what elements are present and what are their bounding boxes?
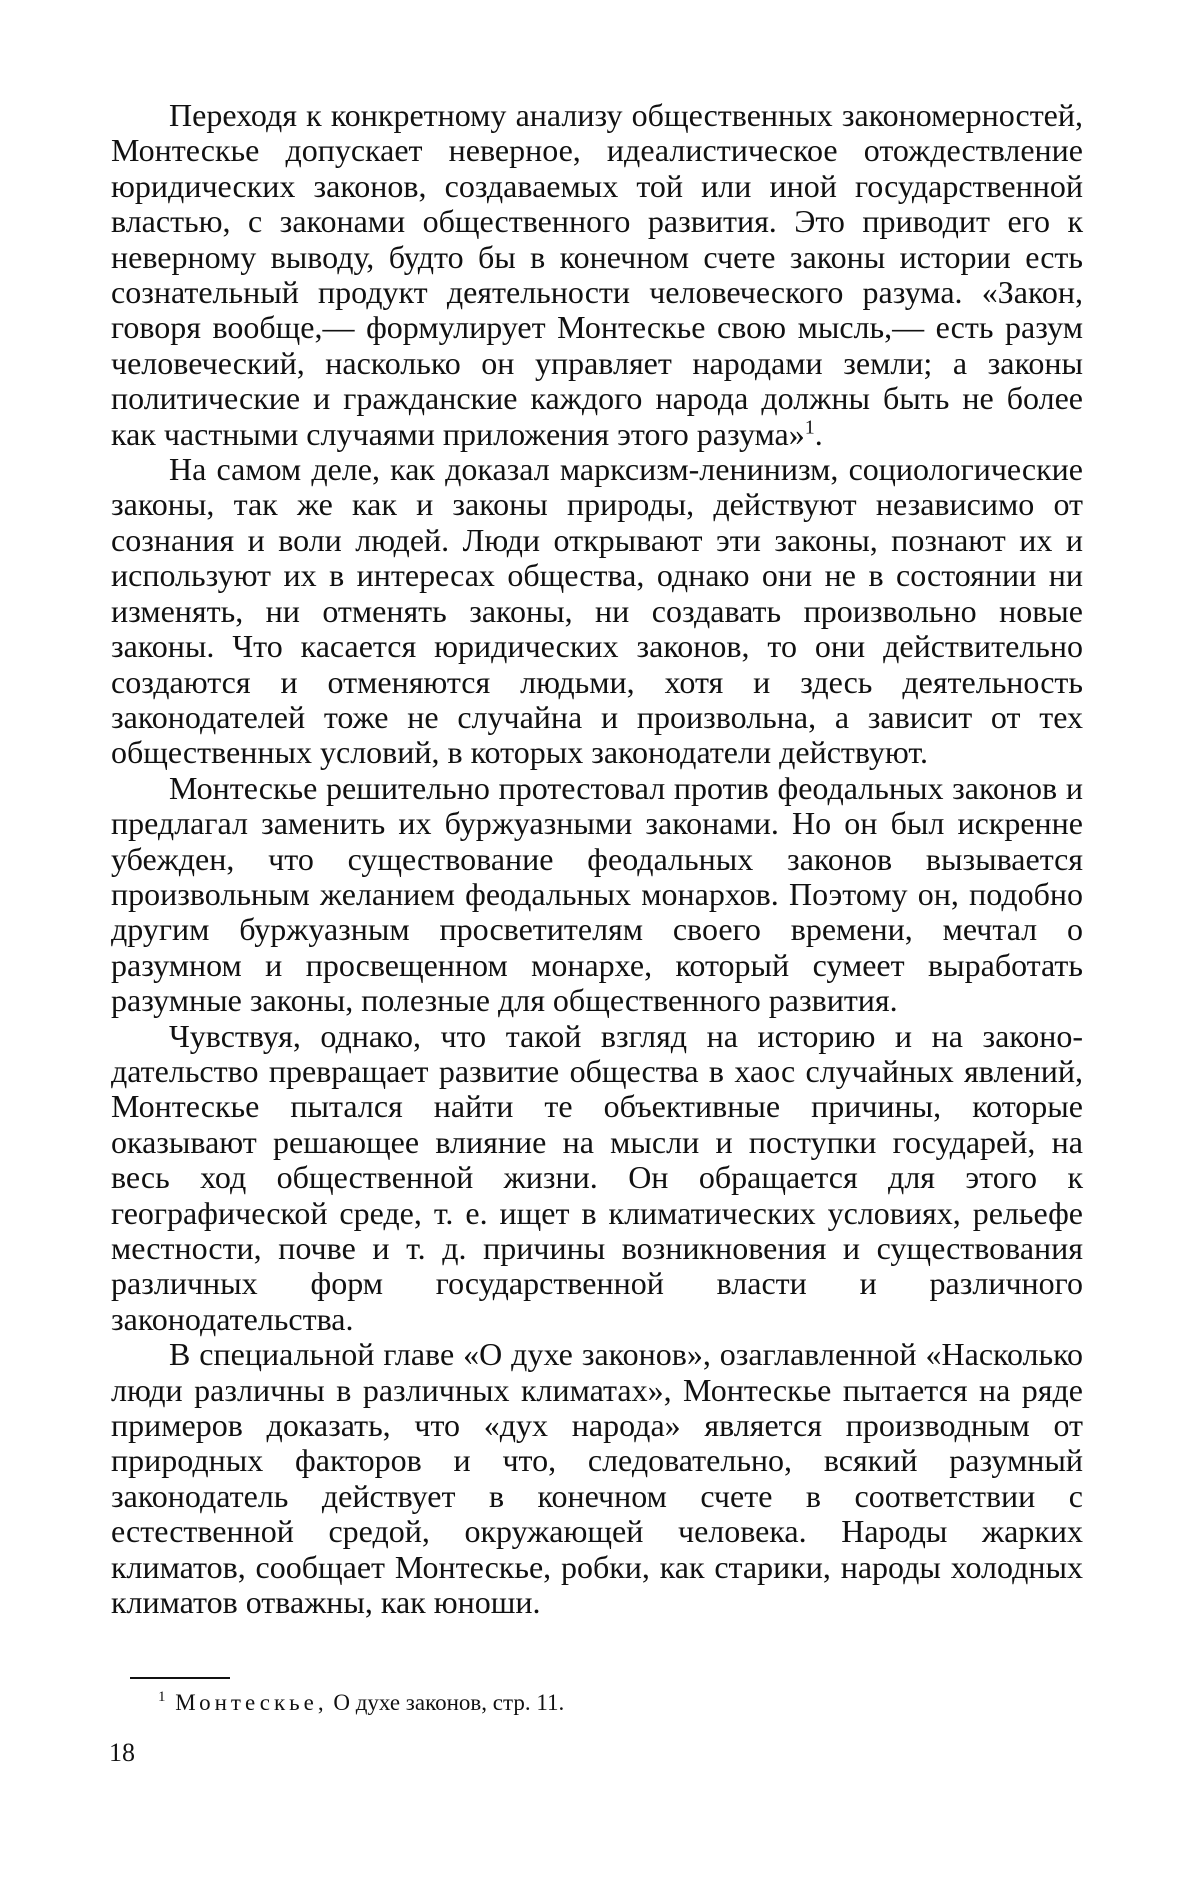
book-page	[0, 0, 1200, 1897]
page-number: 18	[109, 1738, 135, 1768]
paragraph-4: Чувствуя, однако, что такой взгляд на историю и на законо­дательство превращает развитие общества в хаос случайных явлений, Монтескье пытался найти те объективные причины, которые оказывают решающее влияние на мысли и поступки государей, на весь ход общественной жизни. Он обращается для этого к географической среде, т. е. ищет в климатических условиях, рельефе местности, почве и т. д. причины возникнове­ния и существования различных форм государственной власти и различного законодательства.	[111, 1019, 1083, 1338]
main-text	[111, 98, 1083, 1620]
paragraph-1-text: Переходя к конкретному анализу общественных закономер­ностей, Монтескье допускает неверное, идеалистическое ото­ждествление юридических законов, создаваемых той или иной государственной властью, с законами общественного развития. Это приводит его к неверному выводу, будто бы в конечном счете законы истории есть сознательный продукт деятельности человеческого разума. «Закон, говоря вообще,— формулирует Монтескье свою мысль,— есть разум человеческий, насколько он управляет народами земли; а законы политические и граж­данские каждого народа должны быть не более как частными случаями приложения этого разума»	[111, 97, 1083, 452]
paragraph-1-tail: .	[815, 416, 823, 452]
paragraph-2: На самом деле, как доказал марксизм-ленинизм, социоло­гические законы, так же как и законы природы, действуют независимо от сознания и воли людей. Люди открывают эти за­коны, познают их и используют их в интересах общества, однако они не в состоянии ни изменять, ни отменять законы, ни создавать произвольно новые законы. Что касается юридиче­ских законов, то они действительно создаются и отменяются людьми, хотя и здесь деятельность законодателей тоже не слу­чайна и произвольна, а зависит от тех общественных условий, в которых законодатели действуют.	[111, 452, 1083, 771]
footnote-author: Монтескье,	[175, 1690, 327, 1715]
footnote-reference: 1	[805, 416, 815, 438]
paragraph-5: В специальной главе «О духе законов», озаглавленной «На­сколько люди различны в различных климатах», Монтескье пытается на ряде примеров доказать, что «дух народа» яв­ляется производным от природных факторов и что, следова­тельно, всякий разумный законодатель действует в конечном счете в соответствии с естественной средой, окружающей чело­века. Народы жарких климатов, сообщает Монтескье, робки, как старики, народы холодных климатов отважны, как юноши.	[111, 1337, 1083, 1620]
paragraph-3: Монтескье решительно протестовал против феодальных за­конов и предлагал заменить их буржуазными законами. Но он был искренне убежден, что существование феодальных законов вызывается произвольным желанием феодальных монархов. Поэтому он, подобно другим буржуазным просветителям своего времени, мечтал о разумном и просвещенном монархе, который сумеет выработать разумные законы, полезные для обществен­ного развития.	[111, 771, 1083, 1019]
footnote	[158, 1688, 564, 1718]
footnote-source: О духе законов, стр. 11.	[333, 1690, 564, 1715]
footnote-number: 1	[158, 1689, 166, 1705]
footnote-divider	[130, 1677, 230, 1679]
paragraph-1	[111, 98, 1083, 452]
